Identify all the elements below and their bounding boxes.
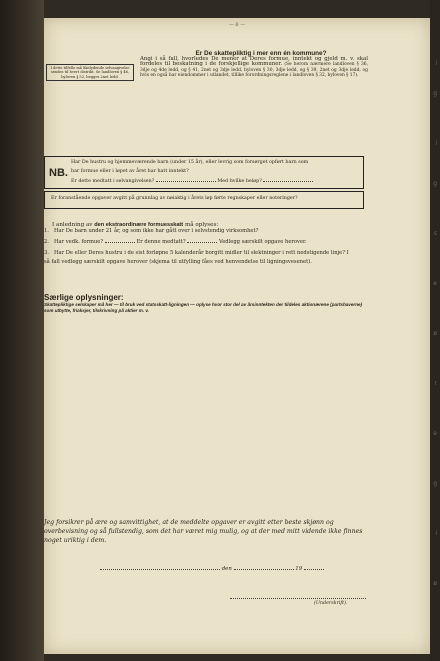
date-line	[100, 566, 324, 572]
margin-letter: ø	[433, 580, 437, 587]
item-text: Er denne medtatt?	[136, 239, 186, 245]
date-den: den	[221, 566, 232, 572]
margin-letter: g	[433, 90, 437, 97]
item-number: 1.	[44, 228, 49, 234]
special-info-title: Særlige oplysninger:	[44, 293, 124, 302]
special-info-text: Skattepliktige selskaper må her — til bruk ved statsskatt-ligningen — oplyse hvor stor del av årsinntekten der tildeles aktionærene (partshaverne) som utbytte, friaksjer, tilskrivning på aktier m. v.	[44, 302, 363, 313]
place-field	[100, 566, 220, 570]
date-year: 19	[295, 566, 303, 572]
nb-amount-field	[263, 178, 313, 182]
margin-letter: s	[433, 230, 437, 237]
extra-tax-lead: I anledning av	[52, 222, 93, 228]
extra-tax-item-3	[44, 249, 356, 267]
declaration-text: Jeg forsikrer på ære og samvittighet, at de meddelte opgaver er avgitt etter beste skjønn og overbevisning og så fullstendig, som det har været mig mulig, og at der med mitt vidende ikke finnes noget uriktig i dem.	[44, 519, 363, 544]
signature-line	[230, 598, 366, 599]
margin-letter: g	[433, 480, 437, 487]
nb-line-1: Har De hustru og hjemmeværende barn (under 15 år), eller levrig som forsørget opført barn som	[71, 160, 309, 165]
nb-box	[44, 156, 364, 189]
margin-letter: i	[435, 530, 437, 537]
item-text: Har vedk. formue?	[54, 239, 104, 245]
side-note: I dette tilfelle må likelydende selvangivelse sendes til hvert distrikt. Se landloven § 46, byloven § 52, begges 2net ledd.	[46, 64, 134, 81]
margin-letter: e	[433, 430, 437, 437]
page-number: — 6 —	[228, 22, 246, 28]
nb-question-amount: Med hvilke beløp?	[217, 179, 262, 184]
margin-letter: r	[434, 380, 437, 387]
year-field	[304, 566, 324, 570]
item-text: I så fall vedlegg særskilt opgave herover (skjema til utfylling fåes ved henvendelse til ligningsvesenet).	[44, 250, 349, 265]
answer-field	[105, 239, 135, 243]
records-note-box: Er foranstående opgaver avgitt på grunnlag av nøiaktig i årets løp førte regnskaper eller noteringer?	[44, 191, 364, 209]
item-text: Har De barn under 21 år, og som ikke har gått over i selvstendig virksomhet?	[54, 228, 259, 234]
section-text-lead: Angi i så fall, hvorledes De mener at Deres formue, inntekt og gjeld m. v. skal fordeles til beskatning i de forskjellige kommuner.	[140, 56, 368, 68]
margin-letter: e	[433, 280, 437, 287]
section-title: Er De skattepliktig i mer enn én kommune?	[195, 50, 327, 57]
item-number: 2.	[44, 239, 49, 245]
extra-tax-item-1	[44, 227, 356, 236]
section-text-rest: (Se herom nærmere landloven § 36, 3dje og 4de ledd, og § 41, 2net og 3dje ledd, byloven § 30, 3dje ledd, og § 39, 2net og 3dje ledd, og hvis en også har eiendommer i utlandet, tillike forordningsreglene i landloven § 32, byloven § 17).	[140, 62, 368, 78]
margin-letter: i	[435, 140, 437, 147]
nb-label: NB.	[49, 167, 68, 179]
nb-question-included: Er dette medtatt i selvangivelsen?	[71, 179, 155, 184]
item-number: 3.	[44, 250, 49, 256]
scan-left-edge	[0, 0, 44, 661]
extra-tax-tail: må oplyses:	[184, 222, 219, 228]
margin-letter: ø	[433, 330, 437, 337]
margin-letter: g	[433, 180, 437, 187]
item-text: Har De eller Deres hustru i de sist forløpne 5 kalenderår borgitt midler til slektninger i rett nedstigende linje?	[54, 250, 346, 256]
nb-line-2: har formue eller i løpet av året har hatt inntekt?	[71, 169, 189, 174]
margin-letter: i	[435, 60, 437, 67]
extra-tax-bold: den ekstraordinære formuesskatt	[94, 222, 184, 228]
answer-field	[187, 239, 217, 243]
nb-line-3	[71, 178, 313, 184]
form-page	[44, 18, 430, 654]
nb-answer-field	[156, 178, 216, 182]
extra-tax-item-2	[44, 238, 356, 247]
item-text: Vedlegg særskilt opgave herover.	[218, 239, 307, 245]
section-text	[140, 57, 368, 78]
signature-label: (Underskrift).	[314, 601, 348, 606]
date-field	[234, 566, 294, 570]
